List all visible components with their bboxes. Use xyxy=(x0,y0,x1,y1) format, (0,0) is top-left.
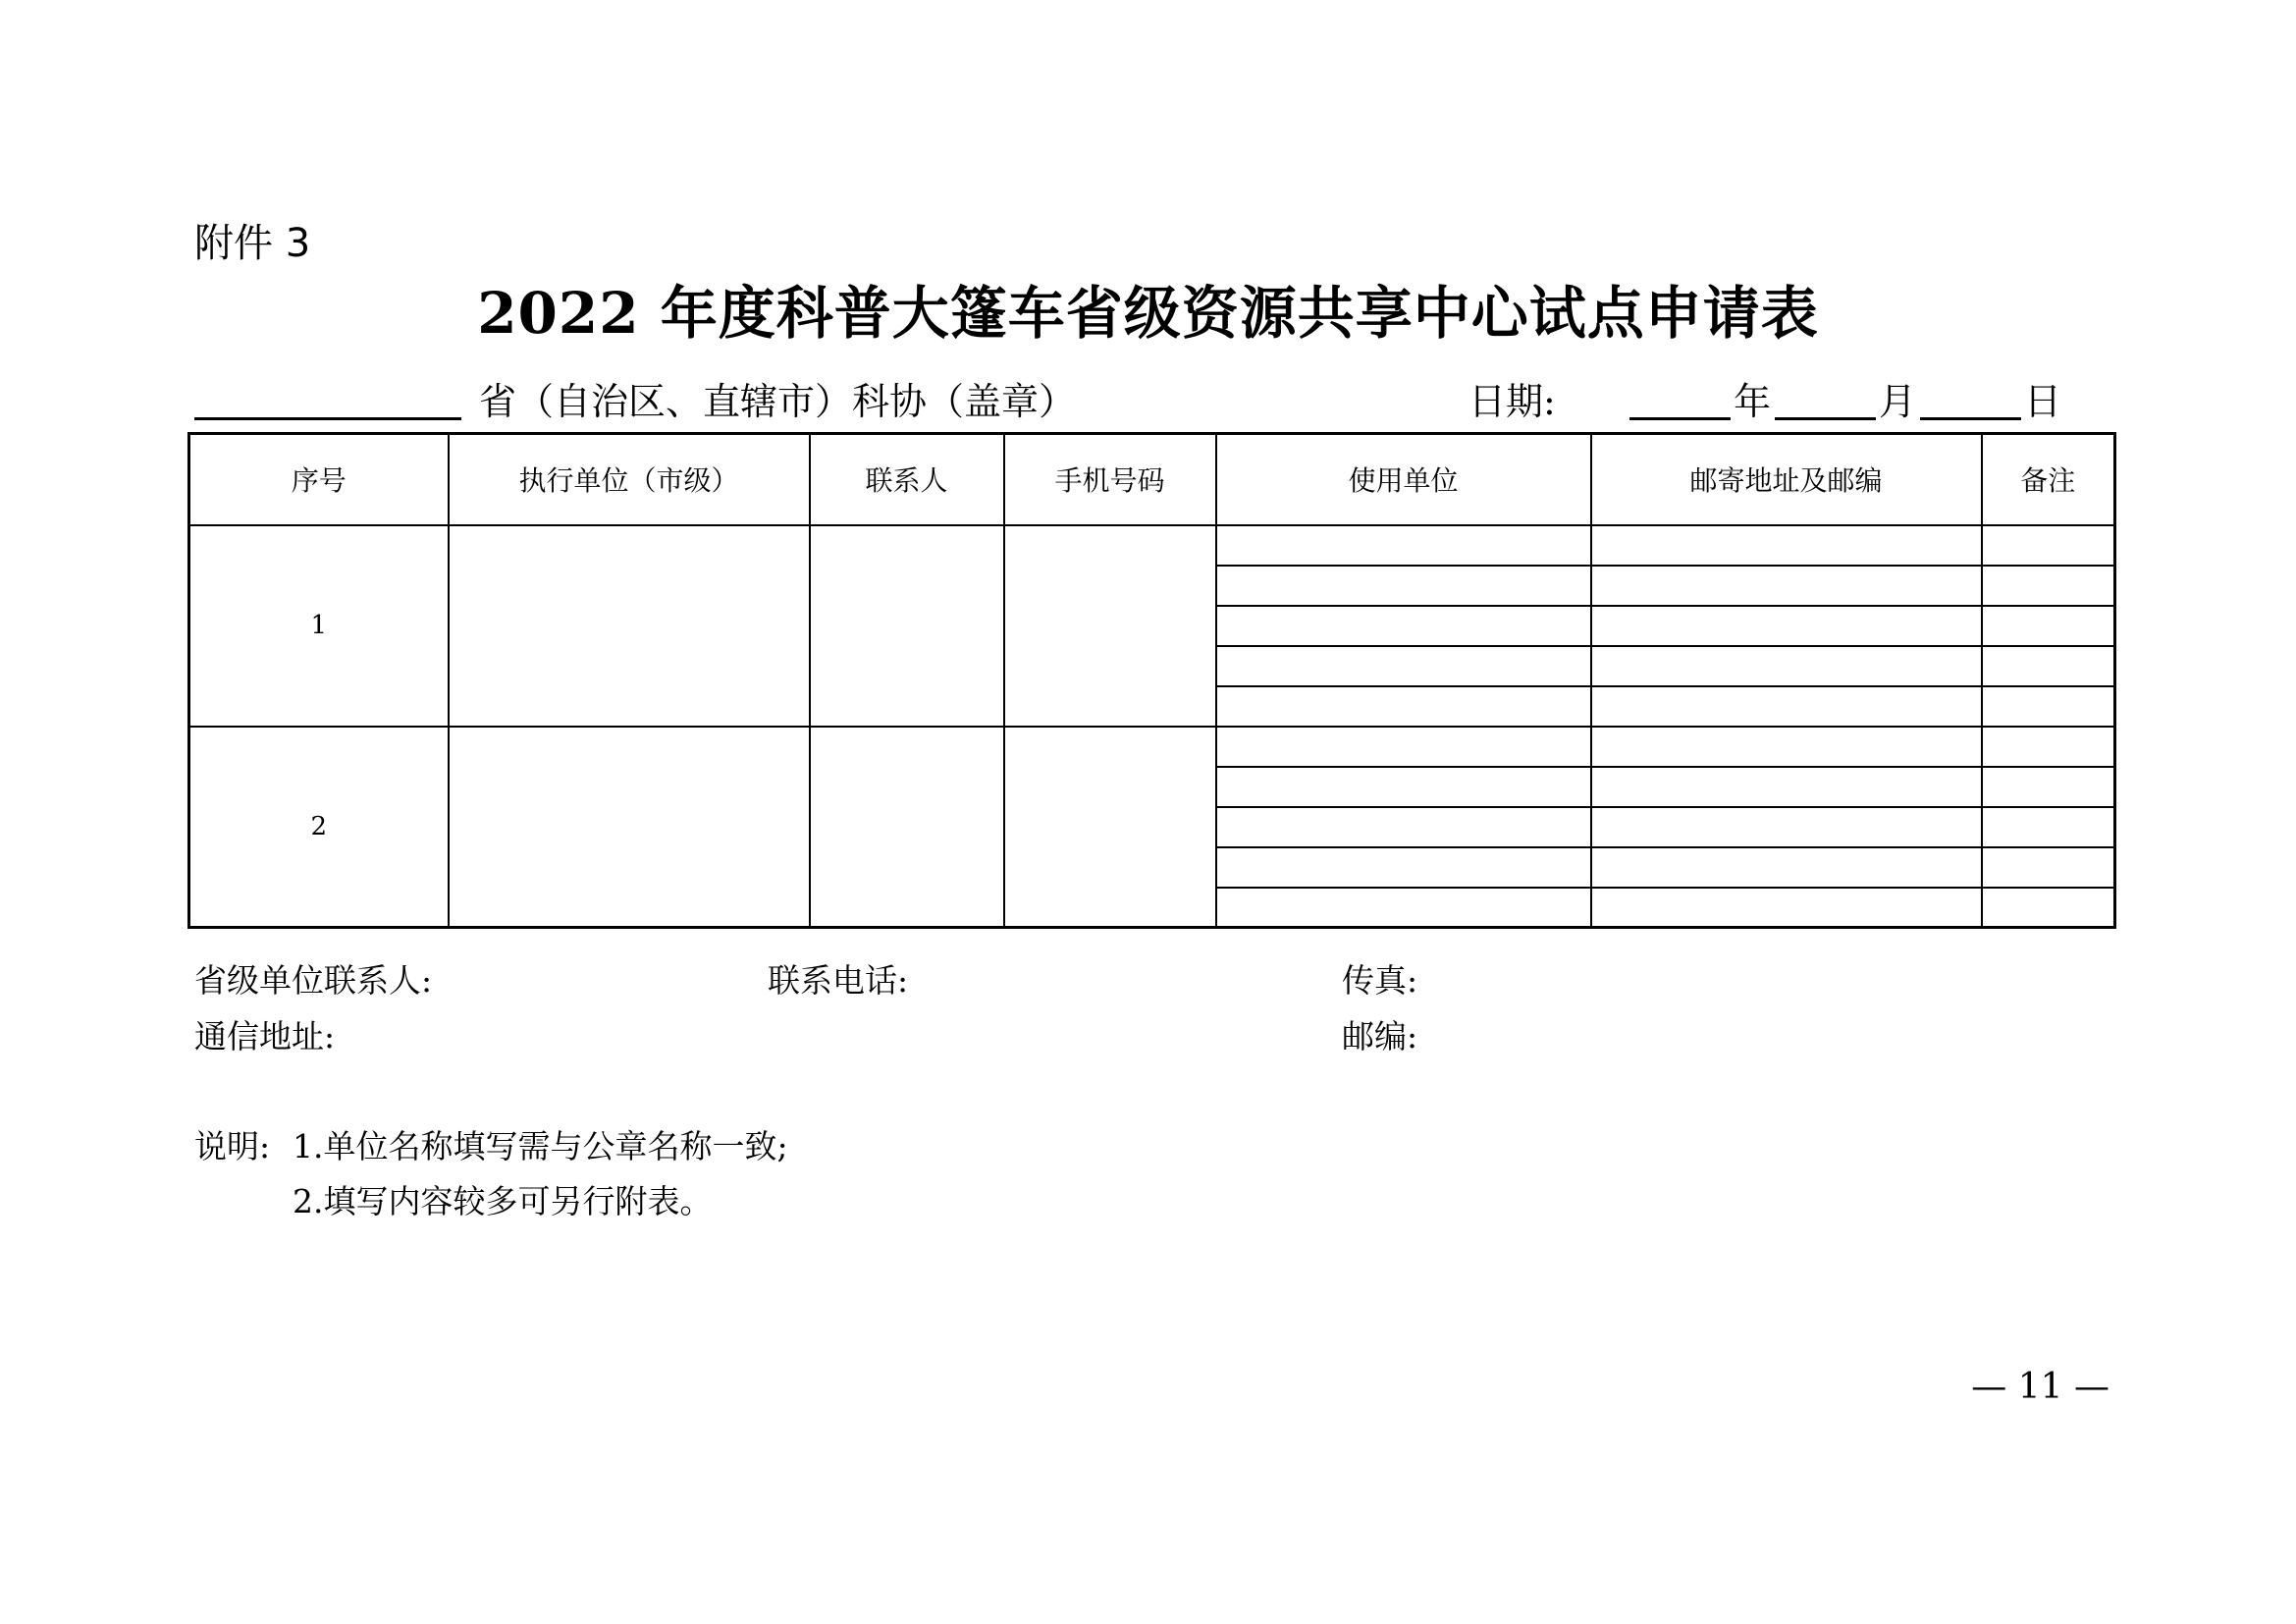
col-header-exec-unit: 执行单位（市级） xyxy=(449,434,810,525)
page-number: — 11 — xyxy=(1971,1367,2109,1407)
day-blank[interactable] xyxy=(1920,417,2021,420)
exec-unit-cell[interactable] xyxy=(449,727,810,928)
using-unit-cell[interactable] xyxy=(1216,525,1591,566)
date-label: 日期: xyxy=(1468,380,1556,423)
using-unit-cell[interactable] xyxy=(1216,847,1591,888)
using-unit-cell[interactable] xyxy=(1216,727,1591,767)
remarks-cell[interactable] xyxy=(1982,888,2115,928)
note-line-2: 2.填写内容较多可另行附表。 xyxy=(293,1182,713,1220)
month-label: 月 xyxy=(1879,380,1917,423)
using-unit-cell[interactable] xyxy=(1216,686,1591,727)
day-label: 日 xyxy=(2024,380,2062,423)
contact-cell[interactable] xyxy=(810,727,1004,928)
col-header-remarks: 备注 xyxy=(1982,434,2115,525)
remarks-cell[interactable] xyxy=(1982,566,2115,606)
remarks-cell[interactable] xyxy=(1982,807,2115,847)
exec-unit-cell[interactable] xyxy=(449,525,810,727)
col-header-mail-address: 邮寄地址及邮编 xyxy=(1591,434,1982,525)
table-row xyxy=(189,727,2115,767)
col-header-contact: 联系人 xyxy=(810,434,1004,525)
mail-address-cell[interactable] xyxy=(1591,847,1982,888)
remarks-cell[interactable] xyxy=(1982,606,2115,646)
seq-cell: 2 xyxy=(189,727,449,928)
provincial-contact-label: 省级单位联系人: xyxy=(194,961,433,1000)
table-header-row xyxy=(189,434,2115,525)
using-unit-cell[interactable] xyxy=(1216,606,1591,646)
remarks-cell[interactable] xyxy=(1982,727,2115,767)
col-header-mobile: 手机号码 xyxy=(1004,434,1216,525)
postcode-label: 邮编: xyxy=(1342,1017,1418,1056)
mobile-cell[interactable] xyxy=(1004,525,1216,727)
mobile-cell[interactable] xyxy=(1004,727,1216,928)
contact-cell[interactable] xyxy=(810,525,1004,727)
mail-address-cell[interactable] xyxy=(1591,566,1982,606)
using-unit-cell[interactable] xyxy=(1216,767,1591,807)
fax-label: 传真: xyxy=(1342,961,1418,1000)
year-blank[interactable] xyxy=(1629,417,1731,420)
mail-address-cell[interactable] xyxy=(1591,686,1982,727)
org-suffix-label: 省（自治区、直辖市）科协（盖章） xyxy=(479,380,1077,423)
using-unit-cell[interactable] xyxy=(1216,566,1591,606)
remarks-cell[interactable] xyxy=(1982,767,2115,807)
mail-address-cell[interactable] xyxy=(1591,606,1982,646)
page-title: 2022 年度科普大篷车省级资源共享中心试点申请表 xyxy=(477,280,1819,347)
mail-address-cell[interactable] xyxy=(1591,807,1982,847)
contact-phone-label: 联系电话: xyxy=(768,961,909,1000)
mailing-address-label: 通信地址: xyxy=(194,1017,336,1056)
seq-cell: 1 xyxy=(189,525,449,727)
table-row xyxy=(189,525,2115,566)
using-unit-cell[interactable] xyxy=(1216,888,1591,928)
using-unit-cell[interactable] xyxy=(1216,807,1591,847)
year-label: 年 xyxy=(1734,380,1772,423)
note-line-1: 1.单位名称填写需与公章名称一致; xyxy=(293,1127,788,1165)
mail-address-cell[interactable] xyxy=(1591,767,1982,807)
application-table xyxy=(187,432,2116,929)
mail-address-cell[interactable] xyxy=(1591,525,1982,566)
remarks-cell[interactable] xyxy=(1982,686,2115,727)
attachment-label: 附件 3 xyxy=(194,221,311,266)
remarks-cell[interactable] xyxy=(1982,847,2115,888)
month-blank[interactable] xyxy=(1775,417,1876,420)
mail-address-cell[interactable] xyxy=(1591,727,1982,767)
org-name-blank[interactable] xyxy=(194,417,461,420)
using-unit-cell[interactable] xyxy=(1216,646,1591,686)
col-header-seq: 序号 xyxy=(189,434,449,525)
remarks-cell[interactable] xyxy=(1982,525,2115,566)
mail-address-cell[interactable] xyxy=(1591,888,1982,928)
notes-prefix: 说明: xyxy=(194,1127,271,1165)
col-header-using-unit: 使用单位 xyxy=(1216,434,1591,525)
mail-address-cell[interactable] xyxy=(1591,646,1982,686)
remarks-cell[interactable] xyxy=(1982,646,2115,686)
